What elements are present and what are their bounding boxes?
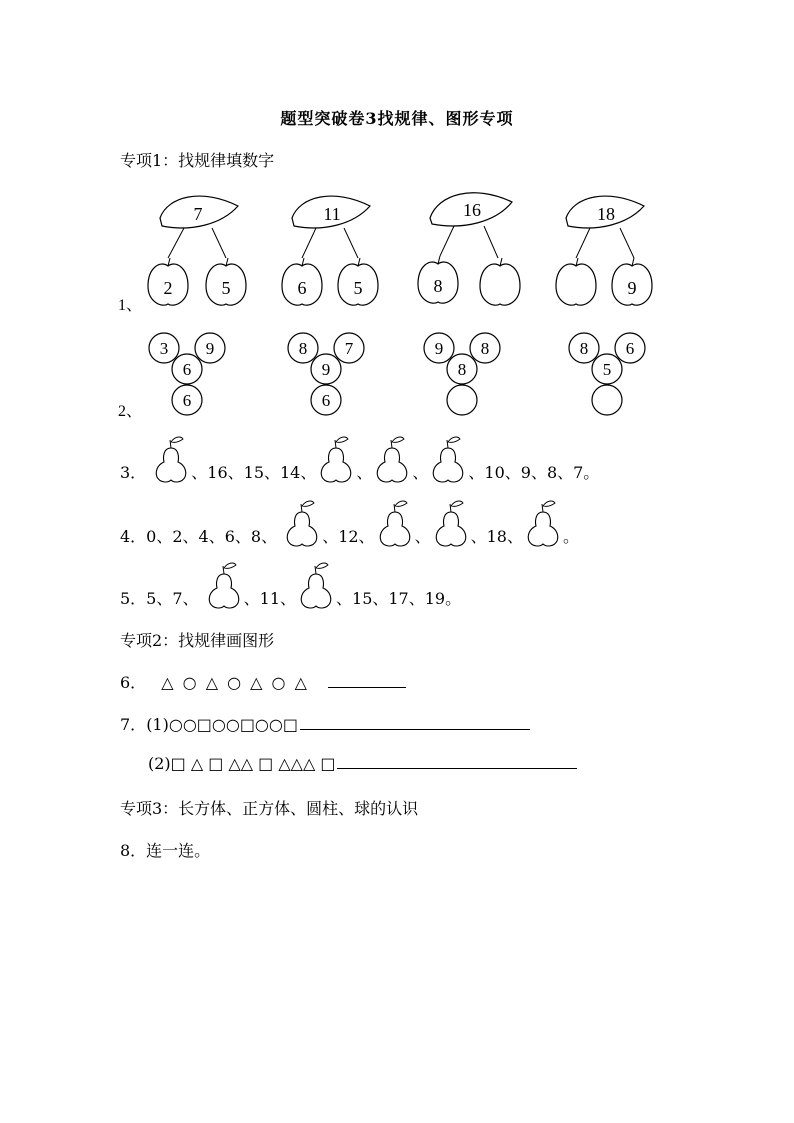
- svg-text:8: 8: [457, 360, 467, 379]
- q7-pattern-1: (1)○○□○○□○○□: [146, 715, 298, 734]
- q7-answer-blank-1[interactable]: [300, 715, 530, 730]
- svg-text:9: 9: [434, 339, 444, 358]
- q4-line: 4．0、2、4、6、8、 、12、 、 、18、 。: [120, 498, 579, 548]
- pear-icon: [372, 434, 412, 484]
- svg-text:7: 7: [344, 339, 354, 358]
- pear-icon: [316, 434, 356, 484]
- svg-text:3: 3: [159, 339, 169, 358]
- svg-text:6: 6: [625, 339, 635, 358]
- page-title: 题型突破卷3找规律、图形专项: [280, 109, 514, 128]
- q2-number: 2、: [118, 403, 143, 420]
- q1-apple-trees: [110, 182, 670, 317]
- svg-text:6: 6: [182, 360, 192, 379]
- q5-line: 5．5、7、 、11、 、15、17、19。: [120, 560, 461, 610]
- section-2-heading: 专项2：找规律画图形: [120, 631, 275, 650]
- leaf-number: 7: [193, 204, 203, 224]
- apple-tree-3: [418, 193, 520, 305]
- pear-icon: [204, 560, 244, 610]
- svg-text:8: 8: [480, 339, 490, 358]
- q7-line-2: [148, 754, 577, 773]
- svg-text:9: 9: [321, 360, 331, 379]
- apple-tree-2: [282, 196, 378, 305]
- apple-number-right: 5: [221, 278, 231, 298]
- svg-text:6: 6: [321, 391, 331, 410]
- pear-icon: [296, 560, 336, 610]
- svg-text:9: 9: [205, 339, 215, 358]
- q2-circle-groups: [110, 328, 670, 423]
- q8-line: 8．连一连。: [120, 841, 211, 860]
- svg-text:8: 8: [433, 276, 443, 296]
- q7-pattern-2: (2)□ △ □ △△ □ △△△ □: [148, 754, 336, 773]
- svg-text:9: 9: [627, 278, 637, 298]
- svg-text:8: 8: [579, 339, 589, 358]
- q6-pattern: △ ○ △ ○ △ ○ △: [161, 673, 309, 692]
- pear-icon: [431, 498, 471, 548]
- apple-tree-4: [556, 196, 652, 305]
- svg-text:8: 8: [298, 339, 308, 358]
- circle-group-2: [288, 333, 364, 415]
- svg-text:11: 11: [323, 204, 341, 224]
- pear-icon: [523, 498, 563, 548]
- pear-icon: [151, 434, 191, 484]
- q6-line: 6． △ ○ △ ○ △ ○ △: [120, 670, 406, 693]
- q7-line-1: 7．(1)○○□○○□○○□: [120, 712, 530, 735]
- apple-number-left: 2: [163, 278, 173, 298]
- svg-text:18: 18: [597, 204, 615, 224]
- section-3-heading: 专项3：长方体、正方体、圆柱、球的认识: [120, 799, 419, 818]
- pear-icon: [282, 498, 322, 548]
- pear-icon: [428, 434, 468, 484]
- q1-number: 1、: [118, 297, 143, 314]
- pear-icon: [375, 498, 415, 548]
- q3-line: 3． 、16、15、14、 、 、 、10、9、8、7。: [120, 434, 599, 484]
- svg-text:6: 6: [297, 278, 307, 298]
- circle-group-4: [569, 333, 645, 415]
- circle-group-1: [149, 333, 225, 415]
- svg-text:16: 16: [463, 200, 481, 220]
- apple-tree-1: [148, 196, 246, 305]
- q7-answer-blank-2[interactable]: [337, 754, 577, 769]
- svg-text:6: 6: [182, 391, 192, 410]
- q6-answer-blank[interactable]: [328, 673, 406, 688]
- svg-text:5: 5: [602, 360, 612, 379]
- svg-text:5: 5: [353, 278, 363, 298]
- section-1-heading: 专项1：找规律填数字: [120, 151, 275, 170]
- circle-group-3: [424, 333, 500, 415]
